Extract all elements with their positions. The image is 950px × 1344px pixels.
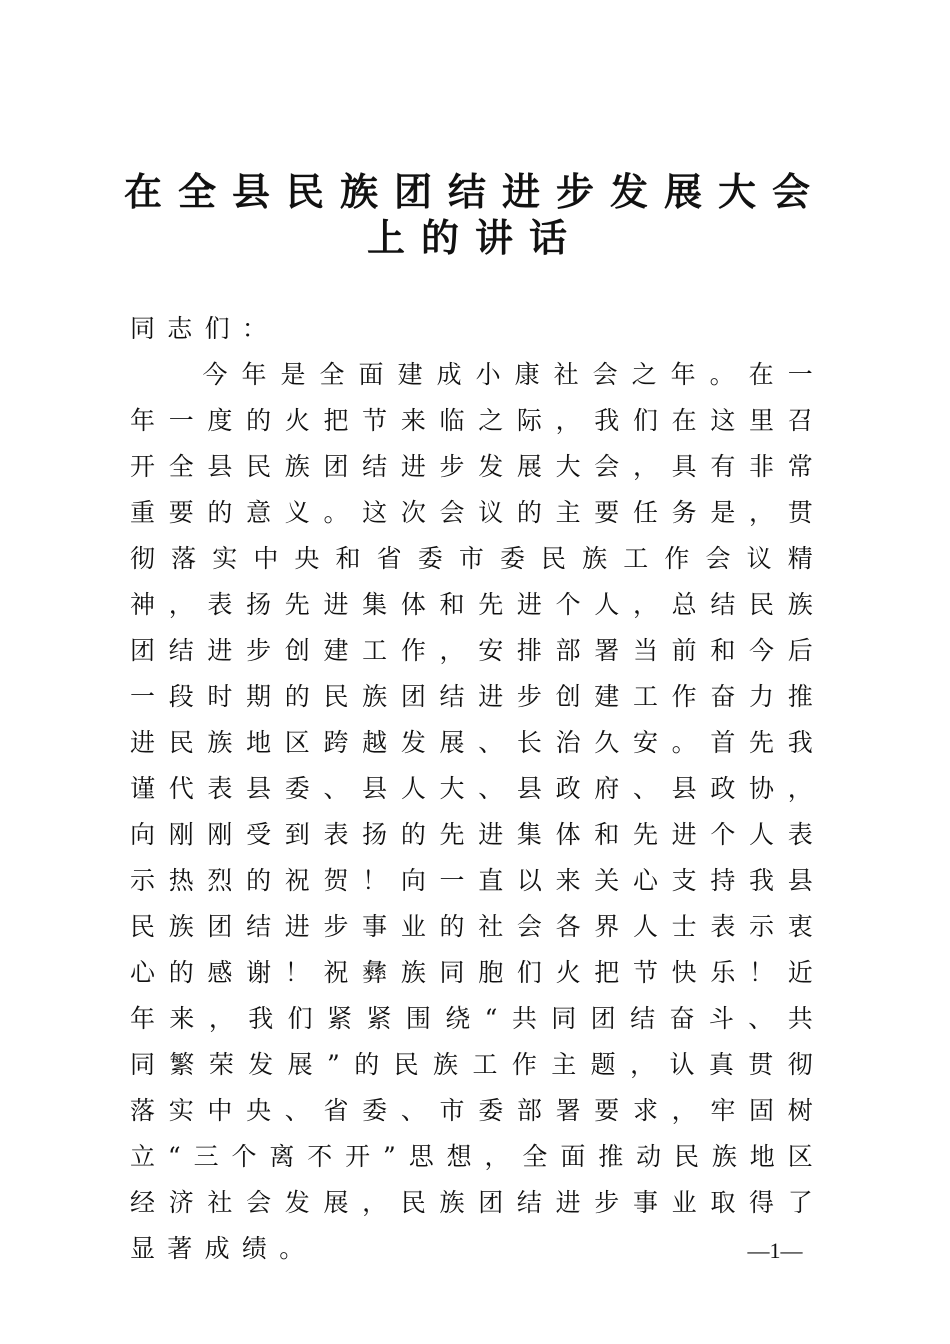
document-body bbox=[130, 306, 825, 1272]
body-paragraph: 今年是全面建成小康社会之年。在一年一度的火把节来临之际，我们在这里召开全县民族团结进步发展大会，具有非常重要的意义。这次会议的主要任务是，贯彻落实中央和省委市委民族工作会议精神，表扬先进集体和先进个人，总结民族团结进步创建工作，安排部署当前和今后一段时期的民族团结进步创建工作奋力推进民族地区跨越发展、长治久安。首先我谨代表县委、县人大、县政府、县政协，向刚刚受到表扬的先进集体和先进个人表示热烈的祝贺！向一直以来关心支持我县民族团结进步事业的社会各界人士表示衷心的感谢！祝彝族同胞们火把节快乐！近年来，我们紧紧围绕“共同团结奋斗、共同繁荣发展”的民族工作主题，认真贯彻落实中央、省委、市委部署要求，牢固树立“三个离不开”思想，全面推动民族地区经济社会发展，民族团结进步事业取得了显著成绩。 bbox=[130, 360, 825, 1263]
page-number: —1— bbox=[747, 1238, 803, 1263]
document-title-line1: 在全县民族团结进步发展大会 bbox=[123, 169, 826, 214]
document-title-line2: 上的讲话 bbox=[366, 215, 583, 260]
salutation: 同志们： bbox=[130, 314, 280, 343]
